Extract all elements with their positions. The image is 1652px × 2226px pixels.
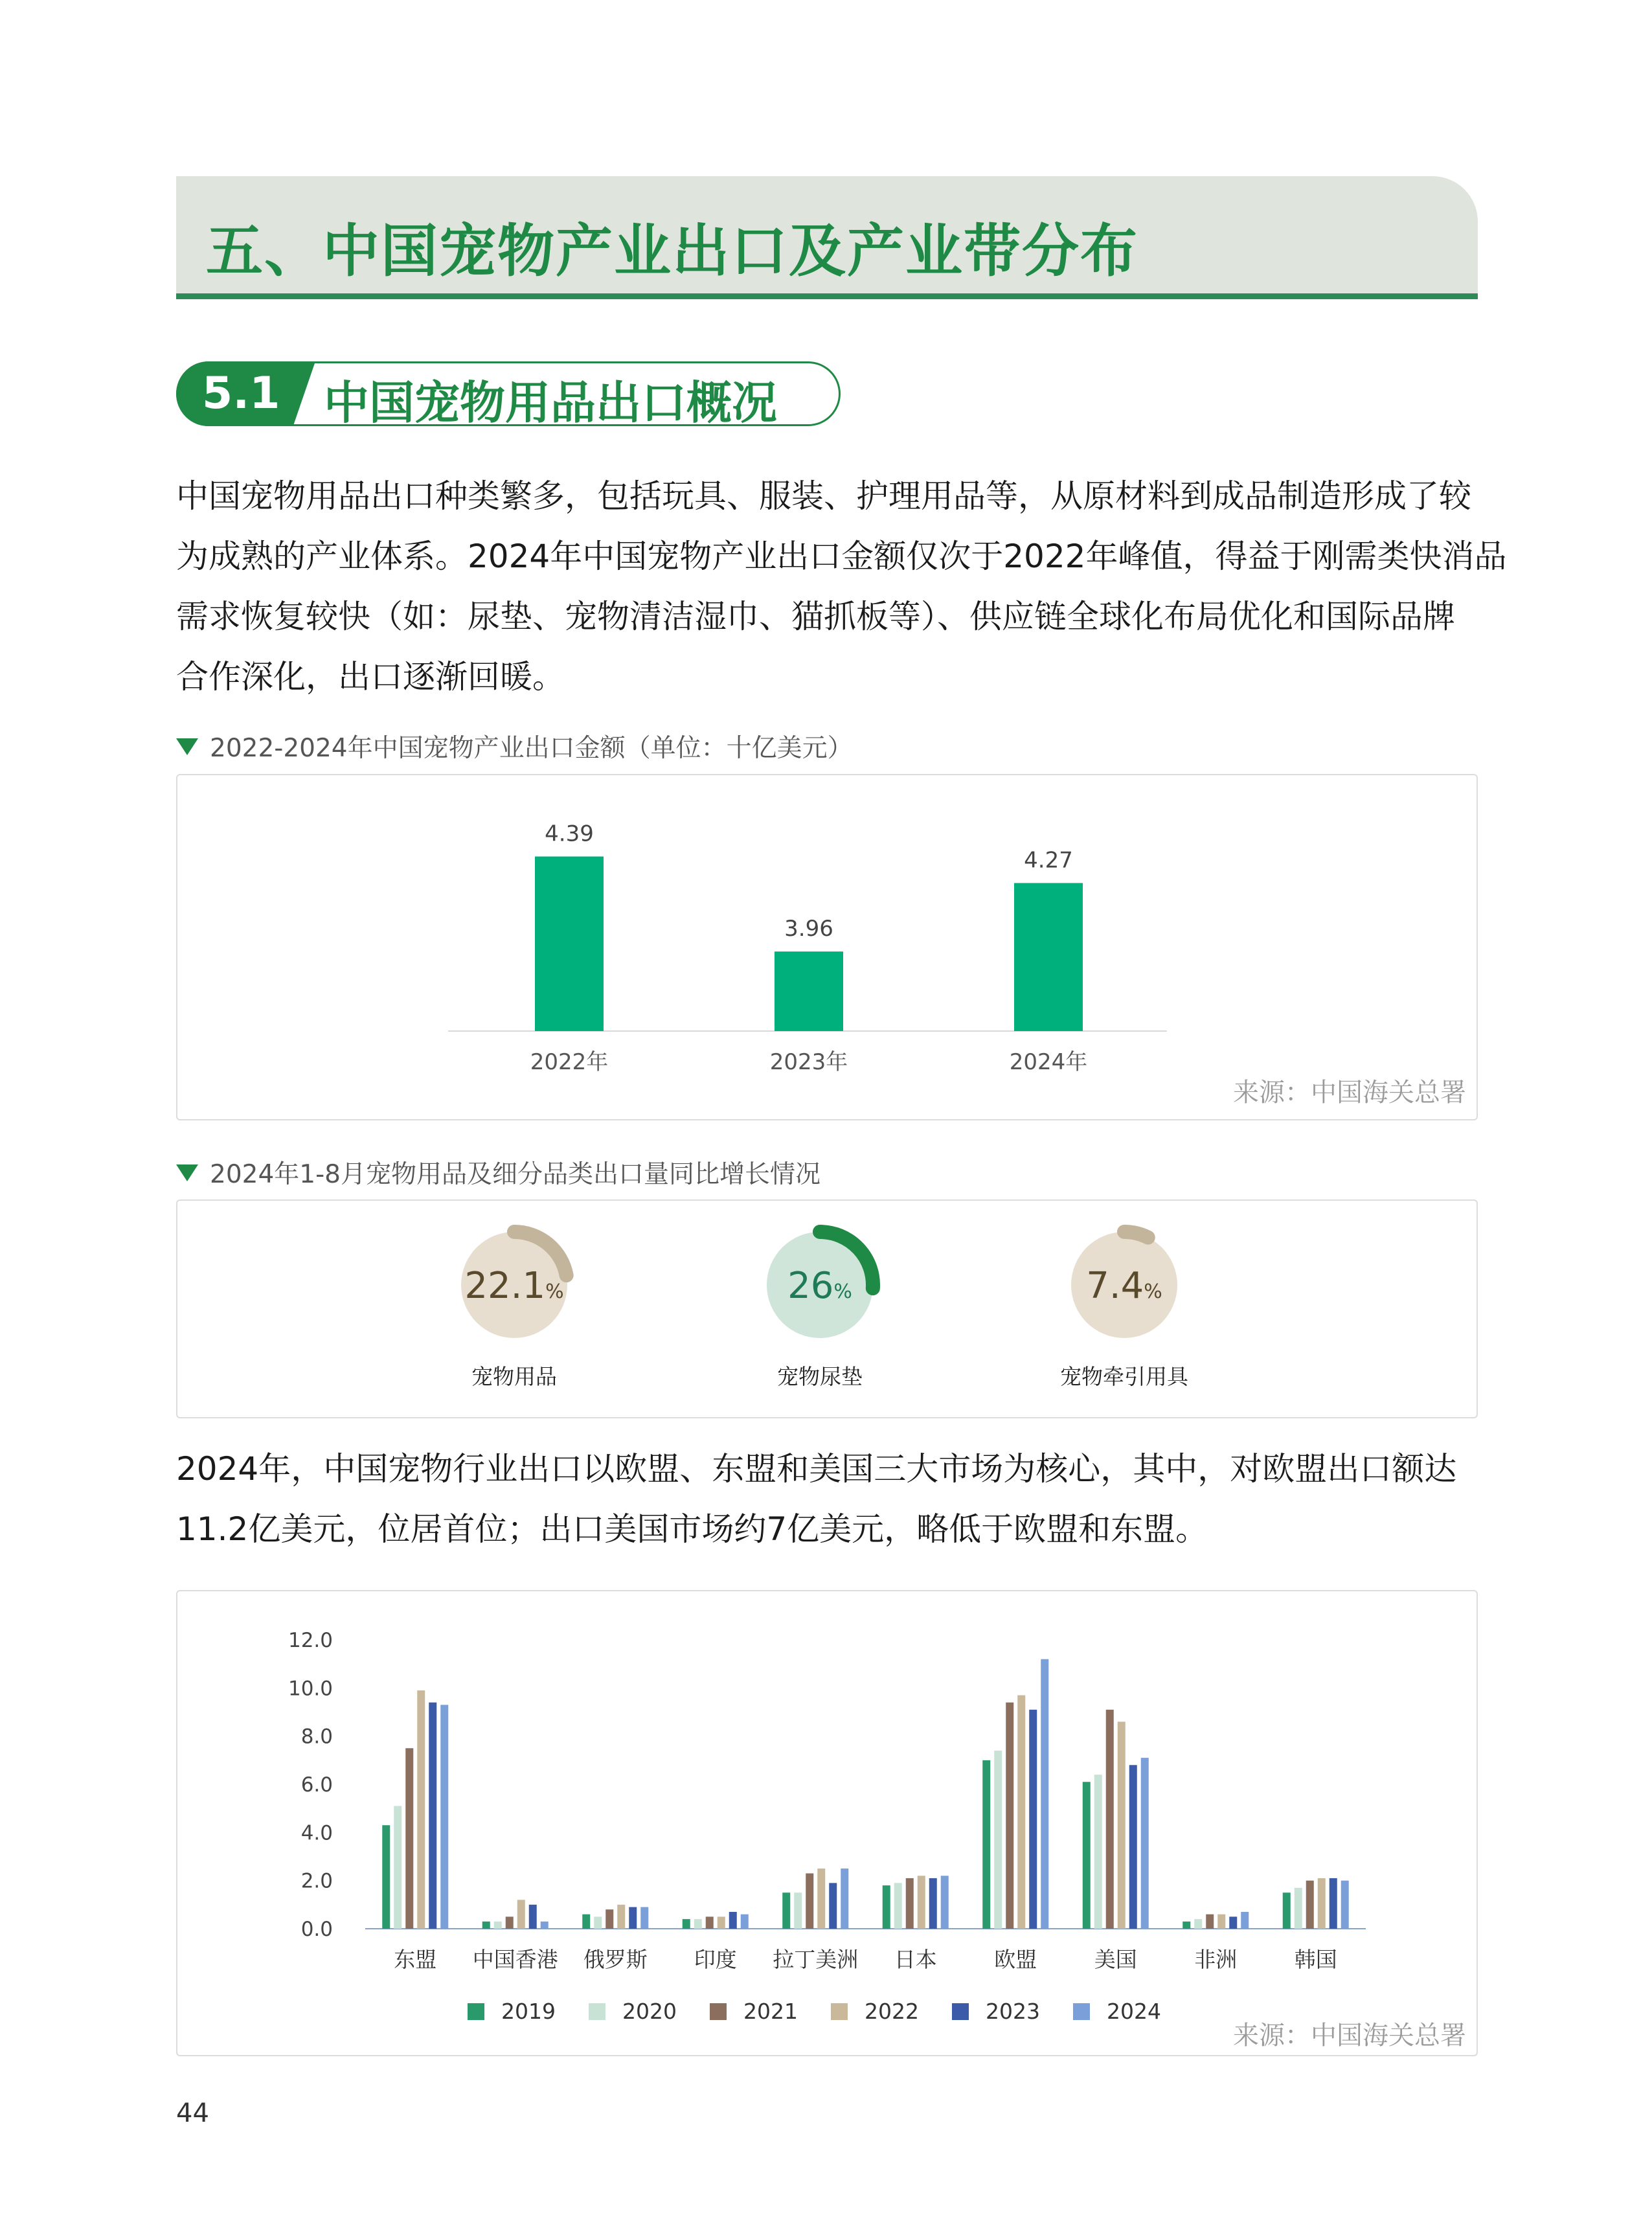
y-tick-label: 12.0 xyxy=(288,1629,333,1652)
bar xyxy=(640,1907,648,1929)
bar xyxy=(440,1705,448,1929)
x-tick-label: 欧盟 xyxy=(994,1947,1037,1972)
bar xyxy=(741,1914,749,1929)
caption-triangle-icon xyxy=(176,1164,198,1181)
legend-swatch xyxy=(589,2003,605,2020)
gauge-item xyxy=(417,1220,611,1408)
bar xyxy=(506,1916,514,1929)
x-tick-label: 东盟 xyxy=(394,1947,437,1972)
bar xyxy=(1229,1916,1237,1929)
bar xyxy=(594,1916,602,1929)
paragraph-line: 需求恢复较快（如：尿垫、宠物清洁湿巾、猫抓板等）、供应链全球化布局优化和国际品牌 xyxy=(176,598,1455,635)
bar xyxy=(718,1916,725,1929)
gauge-ring xyxy=(723,1220,917,1350)
x-tick-label: 俄罗斯 xyxy=(583,1947,648,1972)
bar xyxy=(694,1919,702,1929)
x-tick-label: 2024年 xyxy=(1009,1049,1088,1075)
bar xyxy=(706,1916,714,1929)
gauge-label: 宠物牵引用具 xyxy=(1060,1364,1188,1389)
legend-label: 2020 xyxy=(622,1999,677,2024)
bar xyxy=(1283,1892,1291,1929)
bar xyxy=(394,1806,402,1929)
caption-triangle-icon xyxy=(176,738,198,755)
legend-label: 2023 xyxy=(986,1999,1040,2024)
bar xyxy=(841,1868,848,1929)
intro-paragraph xyxy=(176,466,1507,707)
bar xyxy=(906,1878,914,1929)
x-tick-label: 美国 xyxy=(1094,1947,1137,1972)
chart3-source: 来源：中国海关总署 xyxy=(1233,2021,1466,2050)
bar xyxy=(517,1900,525,1929)
legend-swatch xyxy=(468,2003,484,2020)
data-label: 3.96 xyxy=(784,916,833,942)
bar xyxy=(1330,1878,1337,1929)
x-tick-label: 韩国 xyxy=(1294,1947,1337,1972)
bar xyxy=(417,1690,425,1929)
chart3-panel xyxy=(176,1590,1478,2056)
x-tick-label: 2023年 xyxy=(769,1049,848,1075)
legend-label: 2024 xyxy=(1107,1999,1161,2024)
bar xyxy=(382,1825,390,1929)
y-tick-label: 6.0 xyxy=(300,1773,333,1797)
bar xyxy=(605,1909,613,1929)
x-tick-label: 拉丁美洲 xyxy=(773,1947,859,1972)
bar xyxy=(482,1922,490,1929)
legend-swatch xyxy=(710,2003,727,2020)
legend-swatch xyxy=(952,2003,969,2020)
growth-gauges-panel xyxy=(176,1199,1478,1418)
legend-label: 2019 xyxy=(501,1999,556,2024)
bar xyxy=(1017,1695,1025,1929)
data-label: 4.39 xyxy=(545,821,594,847)
bar xyxy=(1306,1881,1314,1929)
bar xyxy=(994,1751,1002,1929)
bar xyxy=(941,1876,949,1929)
y-tick-label: 10.0 xyxy=(288,1677,333,1701)
gauge-item xyxy=(1027,1220,1221,1408)
gauge-label: 宠物尿垫 xyxy=(777,1364,863,1389)
y-tick-label: 2.0 xyxy=(300,1869,333,1893)
legend-swatch xyxy=(1073,2003,1090,2020)
x-tick-label: 印度 xyxy=(694,1947,737,1972)
chart1-panel xyxy=(176,774,1478,1120)
y-tick-label: 0.0 xyxy=(300,1918,333,1941)
bar xyxy=(429,1703,436,1929)
paragraph-line: 合作深化，出口逐渐回暖。 xyxy=(176,658,565,696)
bar xyxy=(1241,1912,1249,1929)
bar xyxy=(1006,1703,1013,1929)
bar xyxy=(1341,1881,1349,1929)
bar xyxy=(1129,1765,1137,1929)
legend-label: 2022 xyxy=(865,1999,919,2024)
bar xyxy=(806,1874,813,1929)
y-tick-label: 4.0 xyxy=(300,1821,333,1845)
gauge-item xyxy=(723,1220,917,1408)
bar xyxy=(775,951,843,1031)
market-paragraph xyxy=(176,1439,1456,1560)
bar xyxy=(629,1907,637,1929)
bar xyxy=(782,1892,790,1929)
bar xyxy=(1206,1914,1214,1929)
subsection-title: 中国宠物用品出口概况 xyxy=(324,376,777,429)
bar xyxy=(1041,1659,1048,1929)
chart2-caption: 2024年1-8月宠物用品及细分品类出口量同比增长情况 xyxy=(210,1160,820,1189)
bar xyxy=(1182,1922,1190,1929)
x-tick-label: 非洲 xyxy=(1194,1947,1238,1972)
bar xyxy=(1083,1782,1091,1929)
legend-swatch xyxy=(831,2003,848,2020)
bar xyxy=(541,1922,549,1929)
gauge-value-unit: % xyxy=(545,1280,564,1303)
bar xyxy=(617,1905,625,1929)
bar xyxy=(1217,1914,1225,1929)
bar xyxy=(817,1868,825,1929)
bar xyxy=(929,1878,937,1929)
market-grouped-bar-chart xyxy=(177,1591,1477,2055)
x-tick-label: 2022年 xyxy=(530,1049,609,1075)
export-amount-bar-chart xyxy=(177,775,1477,1119)
section-title: 五、中国宠物产业出口及产业带分布 xyxy=(206,218,1139,284)
gauge-value-unit: % xyxy=(833,1280,852,1303)
gauge-value-unit: % xyxy=(1144,1280,1162,1303)
bar xyxy=(982,1760,990,1929)
paragraph-line: 中国宠物用品出口种类繁多，包括玩具、服装、护理用品等，从原材料到成品制造形成了较 xyxy=(176,477,1471,515)
gauge-ring xyxy=(417,1220,611,1350)
bar xyxy=(582,1914,590,1929)
gauge-value-number: 26 xyxy=(787,1265,834,1307)
gauge-value-number: 7.4 xyxy=(1086,1265,1144,1307)
bar xyxy=(494,1922,502,1929)
bar xyxy=(1118,1721,1126,1929)
bar xyxy=(405,1748,413,1929)
x-tick-label: 中国香港 xyxy=(472,1947,558,1972)
bar xyxy=(1014,883,1083,1031)
bar xyxy=(1029,1710,1037,1929)
y-tick-label: 8.0 xyxy=(300,1725,333,1749)
legend-label: 2021 xyxy=(743,1999,798,2024)
gauge-arc xyxy=(1124,1232,1148,1238)
data-label: 4.27 xyxy=(1024,847,1073,874)
bar xyxy=(729,1912,737,1929)
bar xyxy=(535,856,604,1031)
bar xyxy=(1106,1710,1114,1929)
chart1-caption: 2022-2024年中国宠物产业出口金额（单位：十亿美元） xyxy=(210,734,853,763)
subsection-number: 5.1 xyxy=(202,368,280,419)
bar xyxy=(1094,1775,1102,1929)
paragraph-line: 11.2亿美元，位居首位；出口美国市场约7亿美元，略低于欧盟和东盟。 xyxy=(176,1510,1208,1548)
bar xyxy=(794,1892,802,1929)
bar xyxy=(529,1905,537,1929)
bar xyxy=(1318,1878,1326,1929)
x-tick-label: 日本 xyxy=(894,1947,937,1972)
gauge-value-number: 22.1 xyxy=(464,1265,546,1307)
bar xyxy=(918,1876,925,1929)
bar xyxy=(1295,1888,1302,1929)
paragraph-line: 2024年，中国宠物行业出口以欧盟、东盟和美国三大市场为核心，其中，对欧盟出口额达 xyxy=(176,1450,1457,1488)
gauge-ring xyxy=(1027,1220,1221,1350)
bar xyxy=(683,1919,690,1929)
gauge-label: 宠物用品 xyxy=(471,1364,557,1389)
bar xyxy=(1141,1758,1149,1929)
paragraph-line: 为成熟的产业体系。2024年中国宠物产业出口金额仅次于2022年峰值，得益于刚需类快消品 xyxy=(176,538,1507,575)
bar xyxy=(894,1883,902,1929)
page-number: 44 xyxy=(176,2098,209,2128)
bar xyxy=(883,1885,890,1929)
gauge-group xyxy=(177,1201,1477,1417)
bar xyxy=(829,1883,837,1929)
bar xyxy=(1194,1919,1202,1929)
chart1-source: 来源：中国海关总署 xyxy=(1233,1078,1466,1107)
